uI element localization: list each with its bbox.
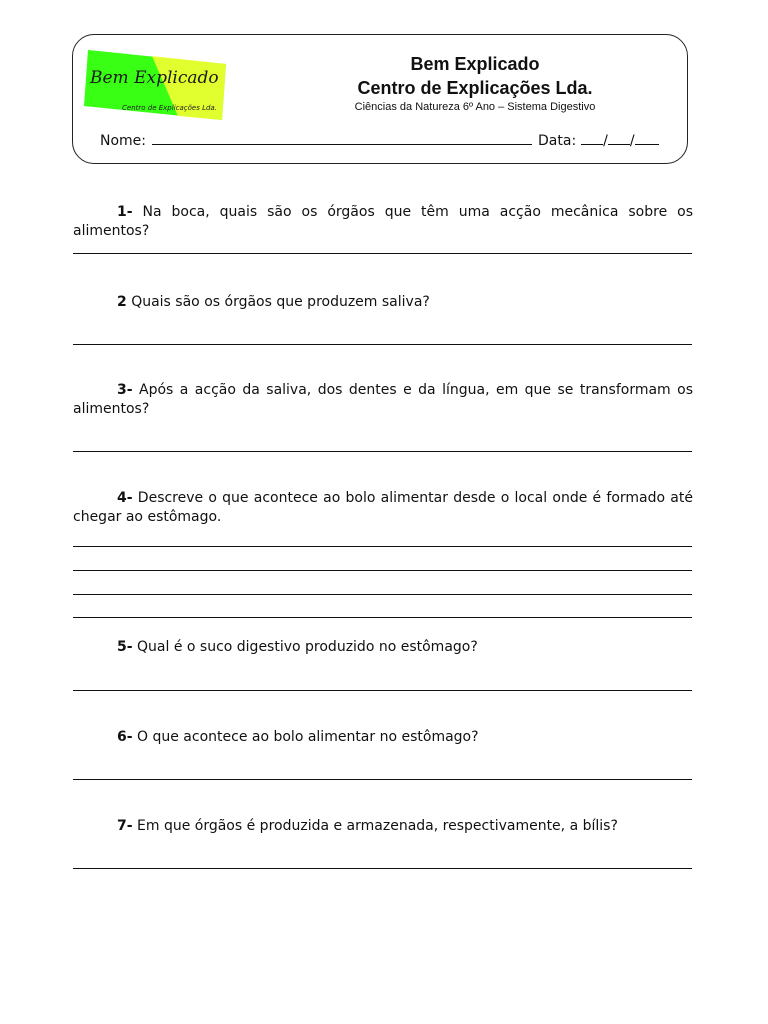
company-name: Centro de Explicações Lda. <box>357 78 593 98</box>
answer-line[interactable] <box>73 617 692 618</box>
question-number: 6- <box>117 729 133 745</box>
question-7 <box>73 817 693 836</box>
question-text: Qual é o suco digestivo produzido no estômago? <box>132 639 478 655</box>
answer-line[interactable] <box>73 868 692 869</box>
question-6 <box>73 728 693 747</box>
question-number: 3- <box>117 382 133 398</box>
question-text: Descreve o que acontece ao bolo alimentar desde o local onde é formado até chegar ao estômago. <box>73 490 693 525</box>
logo <box>82 46 230 124</box>
answer-line[interactable] <box>73 253 692 254</box>
question-2 <box>73 293 693 312</box>
logo-title: Bem Explicado <box>90 68 219 88</box>
subject-line: Ciências da Natureza 6º Ano – Sistema Digestivo <box>354 101 596 113</box>
question-number: 4- <box>117 490 133 506</box>
question-text: Após a acção da saliva, dos dentes e da língua, em que se transformam os alimentos? <box>73 382 693 417</box>
answer-line[interactable] <box>73 594 692 595</box>
page-title: Bem Explicado <box>410 54 540 74</box>
answer-line[interactable] <box>73 546 692 547</box>
question-number: 7- <box>117 818 133 834</box>
logo-subtitle: Centro de Explicações Lda. <box>122 104 217 112</box>
date-label: Data: <box>538 133 577 149</box>
question-text: Na boca, quais são os órgãos que têm uma acção mecânica sobre os alimentos? <box>73 204 693 239</box>
question-text: Quais são os órgãos que produzem saliva? <box>126 294 430 310</box>
answer-line[interactable] <box>73 690 692 691</box>
question-number: 1- <box>117 204 133 220</box>
question-number: 5- <box>117 639 133 655</box>
date-month-field[interactable] <box>608 132 630 145</box>
answer-line[interactable] <box>73 570 692 571</box>
question-number: 2 <box>117 294 127 310</box>
date-day-field[interactable] <box>581 132 603 145</box>
answer-line[interactable] <box>73 779 692 780</box>
answer-line[interactable] <box>73 451 692 452</box>
name-label: Nome: <box>100 133 147 149</box>
name-field[interactable] <box>152 132 532 145</box>
question-3 <box>73 381 693 419</box>
question-4 <box>73 489 693 527</box>
question-1 <box>73 203 693 241</box>
question-text: Em que órgãos é produzida e armazenada, respectivamente, a bílis? <box>132 818 618 834</box>
date-year-field[interactable] <box>635 132 659 145</box>
question-text: O que acontece ao bolo alimentar no estômago? <box>132 729 479 745</box>
name-date-row: Nome: Data: / / <box>100 132 659 149</box>
question-5 <box>73 638 693 657</box>
answer-line[interactable] <box>73 344 692 345</box>
